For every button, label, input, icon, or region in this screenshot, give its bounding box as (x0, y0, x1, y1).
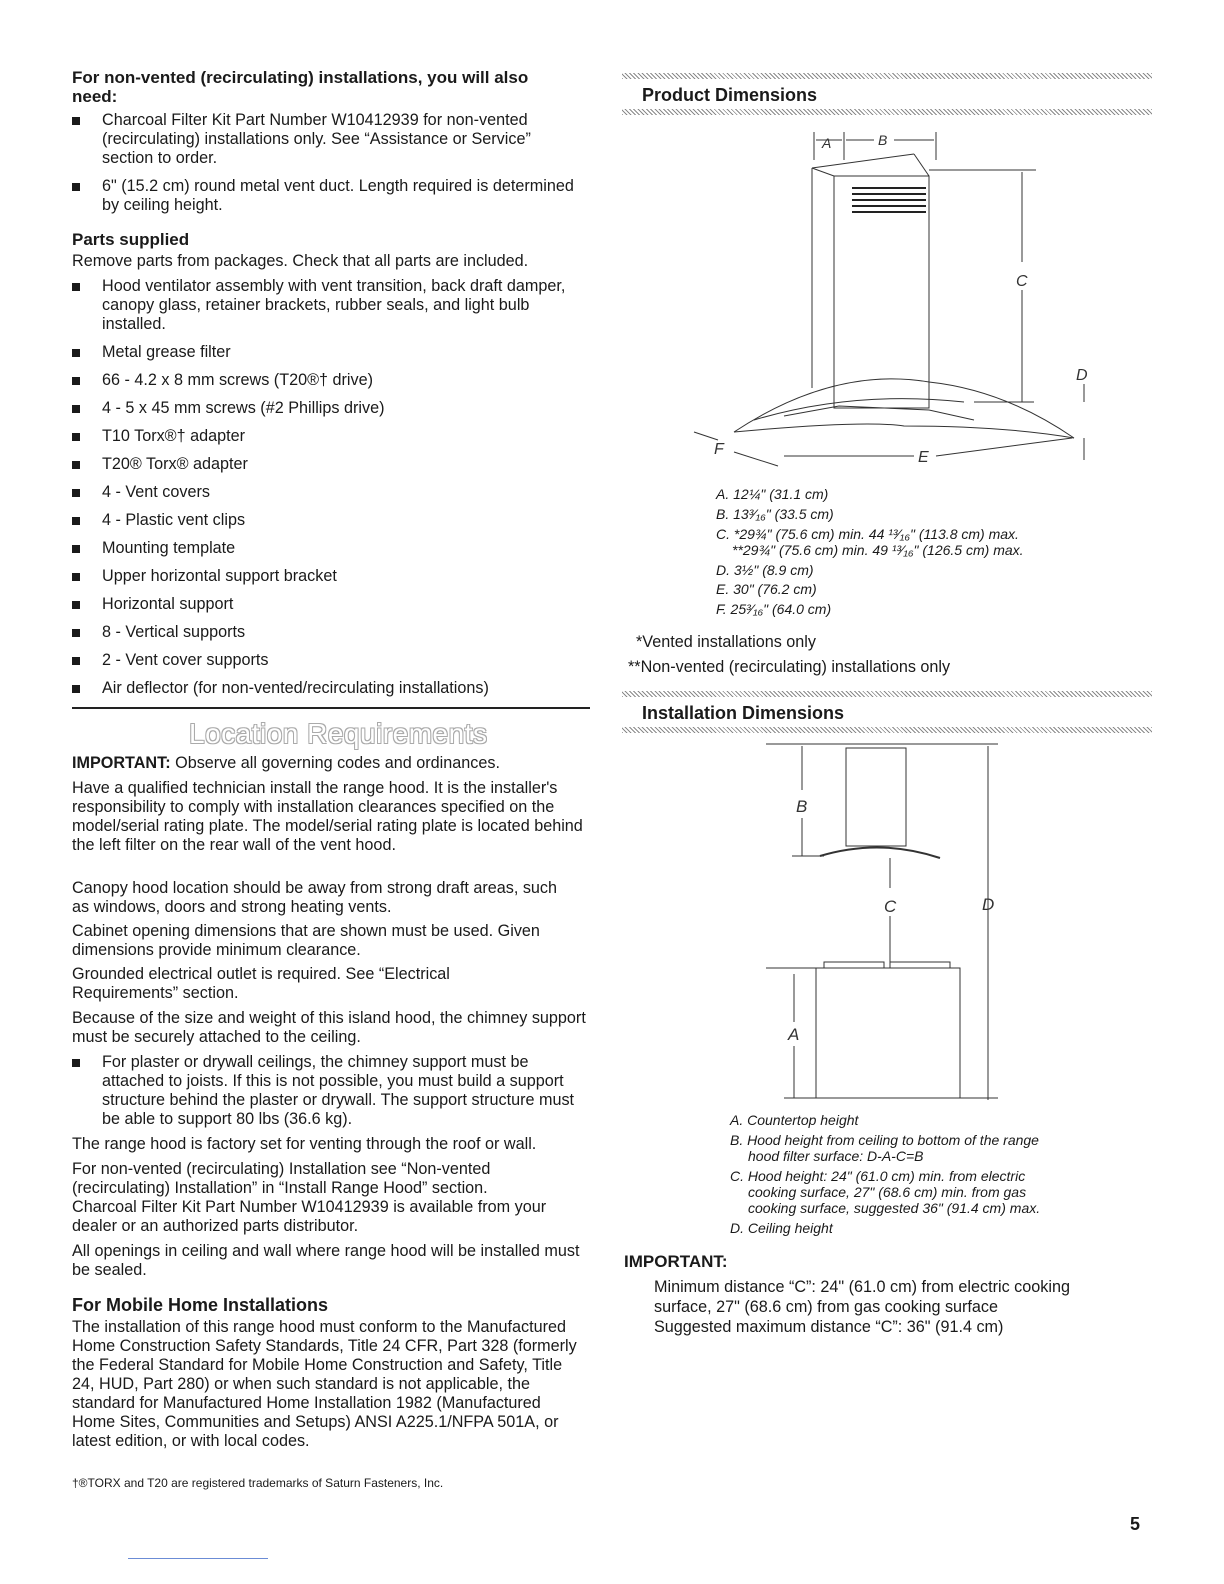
list-item: 2 - Vent cover supports (72, 651, 572, 670)
install-caption: hood filter surface: D-A-C=B (748, 1148, 924, 1164)
install-label-d: D (982, 895, 995, 914)
nonvented-list (72, 111, 582, 215)
ceiling-list (72, 1053, 582, 1129)
list-item: Charcoal Filter Kit Part Number W10412939 for non-vented (recirculating) installations only. See “Assistance or Service” section to order. (72, 111, 582, 168)
install-caption: cooking surface, suggested 36" (91.4 cm) max. (748, 1200, 1041, 1216)
footer-line (128, 1558, 268, 1559)
important-line: surface, 27" (68.6 cm) from gas cooking surface (654, 1298, 999, 1316)
product-caption: E. 30" (76.2 cm) (716, 581, 817, 597)
list-item: 6" (15.2 cm) round metal vent duct. Length required is determined by ceiling height. (72, 177, 582, 215)
installation-dimensions-diagram (760, 738, 1000, 1110)
list-item: Metal grease filter (72, 343, 572, 362)
paragraph: Canopy hood location should be away from strong draft areas, such as windows, doors and strong heating vents. (72, 879, 558, 916)
install-caption: cooking surface, 27" (68.6 cm) min. from gas (748, 1184, 1027, 1200)
product-caption: F. 25³⁄₁₆" (64.0 cm) (716, 601, 832, 617)
hatch-rule (622, 691, 1152, 697)
product-label-c: C (1016, 273, 1028, 290)
parts-heading: Parts supplied (72, 230, 190, 249)
important-label: IMPORTANT: (72, 754, 171, 772)
section-divider (72, 707, 590, 709)
product-label-d: D (1076, 367, 1088, 384)
important-label-right: IMPORTANT: (624, 1252, 728, 1271)
product-label-b: B (878, 132, 888, 148)
list-item: Hood ventilator assembly with vent transition, back draft damper, canopy glass, retainer brackets, rubber seals, and light bulb installed. (72, 277, 572, 334)
install-label-a: A (788, 1025, 800, 1044)
product-caption: C. *29¾" (75.6 cm) min. 44 ¹³⁄₁₆" (113.8 cm) max. (716, 526, 1019, 542)
list-item: Horizontal support (72, 595, 572, 614)
parts-list (72, 277, 572, 698)
paragraph: Cabinet opening dimensions that are shown must be used. Given dimensions provide minimum clearance. (72, 922, 540, 959)
vented-note: *Vented installations only (636, 633, 816, 651)
location-requirements-title: Location Requirements (189, 718, 488, 749)
paragraph: The range hood is factory set for venting through the roof or wall. (72, 1135, 537, 1153)
countertop-shape (816, 968, 960, 1098)
parts-intro: Remove parts from packages. Check that all parts are included. (72, 252, 529, 270)
install-label-b: B (796, 797, 808, 816)
list-item: Mounting template (72, 539, 572, 558)
product-caption: **29¾" (75.6 cm) min. 49 ¹³⁄₁₆" (126.5 cm) max. (732, 542, 1024, 558)
product-dimensions-diagram (674, 120, 1094, 480)
paragraph: Grounded electrical outlet is required. See “Electrical Requirements” section. (72, 965, 450, 1002)
nonvented-heading: For non-vented (recirculating) installations, you will also need: (72, 68, 529, 106)
list-item: T10 Torx®† adapter (72, 427, 572, 446)
paragraph: Have a qualified technician install the range hood. It is the installer's responsibility to comply with installation clearances specified on the model/serial rating plate. The model/serial rating plate is located behind the left filter on the rear wall of the vent hood. (72, 779, 583, 854)
install-caption: A. Countertop height (730, 1112, 859, 1128)
list-item: Upper horizontal support bracket (72, 567, 572, 586)
important-note (72, 754, 587, 773)
list-item: 4 - Vent covers (72, 483, 572, 502)
paragraph: All openings in ceiling and wall where range hood will be installed must be sealed. (72, 1242, 580, 1279)
install-caption: C. Hood height: 24" (61.0 cm) min. from electric (730, 1168, 1026, 1184)
install-caption: B. Hood height from ceiling to bottom of the range (730, 1132, 1039, 1148)
product-dimensions-heading: Product Dimensions (642, 85, 818, 105)
important-line: Minimum distance “C”: 24" (61.0 cm) from electric cooking (654, 1278, 1070, 1296)
product-caption: D. 3½" (8.9 cm) (716, 562, 814, 578)
hatch-rule (622, 73, 1152, 79)
important-line: Suggested maximum distance “C”: 36" (91.4 cm) (654, 1318, 1004, 1336)
list-item: Air deflector (for non-vented/recirculating installations) (72, 679, 572, 698)
chimney-shape (846, 748, 906, 846)
nonvented-note: **Non-vented (recirculating) installations only (628, 658, 951, 676)
mobile-home-heading: For Mobile Home Installations (72, 1295, 329, 1315)
paragraph: For non-vented (recirculating) Installation see “Non-vented (recirculating) Installation” in “Install Range Hood” section. Charcoal Filter Kit Part Number W10412939 is available from your dealer or an authorized parts distributor. (72, 1160, 547, 1235)
list-item: 8 - Vertical supports (72, 623, 572, 642)
page-number: 5 (1130, 1514, 1141, 1534)
product-label-a: A (822, 135, 832, 151)
mobile-home-text: The installation of this range hood must conform to the Manufactured Home Construction Safety Standards, Title 24 CFR, Part 328 (formerly the Federal Standard for Mobile Home Construction and Safety, Title 24, HUD, Part 280) or when such standard is not applicable, the standard for Manufactured Home Installation 1982 (Manufactured Home Sites, Communities and Setups) ANSI A225.1/NFPA 501A, or latest edition, or with local codes. (72, 1318, 577, 1450)
trademark-footnote: †®TORX and T20 are registered trademarks of Saturn Fasteners, Inc. (72, 1476, 444, 1490)
install-label-c: C (884, 897, 897, 916)
product-caption: A. 12¼" (31.1 cm) (716, 486, 829, 502)
hatch-rule (622, 109, 1152, 115)
list-item: 4 - 5 x 45 mm screws (#2 Phillips drive) (72, 399, 572, 418)
list-item: T20® Torx® adapter (72, 455, 572, 474)
paragraph: Because of the size and weight of this island hood, the chimney support must be securely attached to the ceiling. (72, 1009, 586, 1046)
product-label-e: E (918, 449, 929, 466)
install-caption: D. Ceiling height (730, 1220, 833, 1236)
list-item: 4 - Plastic vent clips (72, 511, 572, 530)
chimney-shape (834, 176, 929, 408)
important-text: Observe all governing codes and ordinances. (170, 754, 500, 772)
installation-dimensions-heading: Installation Dimensions (642, 703, 845, 723)
list-item: 66 - 4.2 x 8 mm screws (T20®† drive) (72, 371, 572, 390)
product-caption: B. 13³⁄₁₆" (33.5 cm) (716, 506, 834, 522)
list-item: For plaster or drywall ceilings, the chimney support must be attached to joists. If this is not possible, you must build a support structure behind the plaster or drywall. The support structure must be able to support 80 lbs (36.6 kg). (72, 1053, 582, 1129)
hatch-rule (622, 727, 1152, 733)
product-label-f: F (714, 441, 724, 458)
